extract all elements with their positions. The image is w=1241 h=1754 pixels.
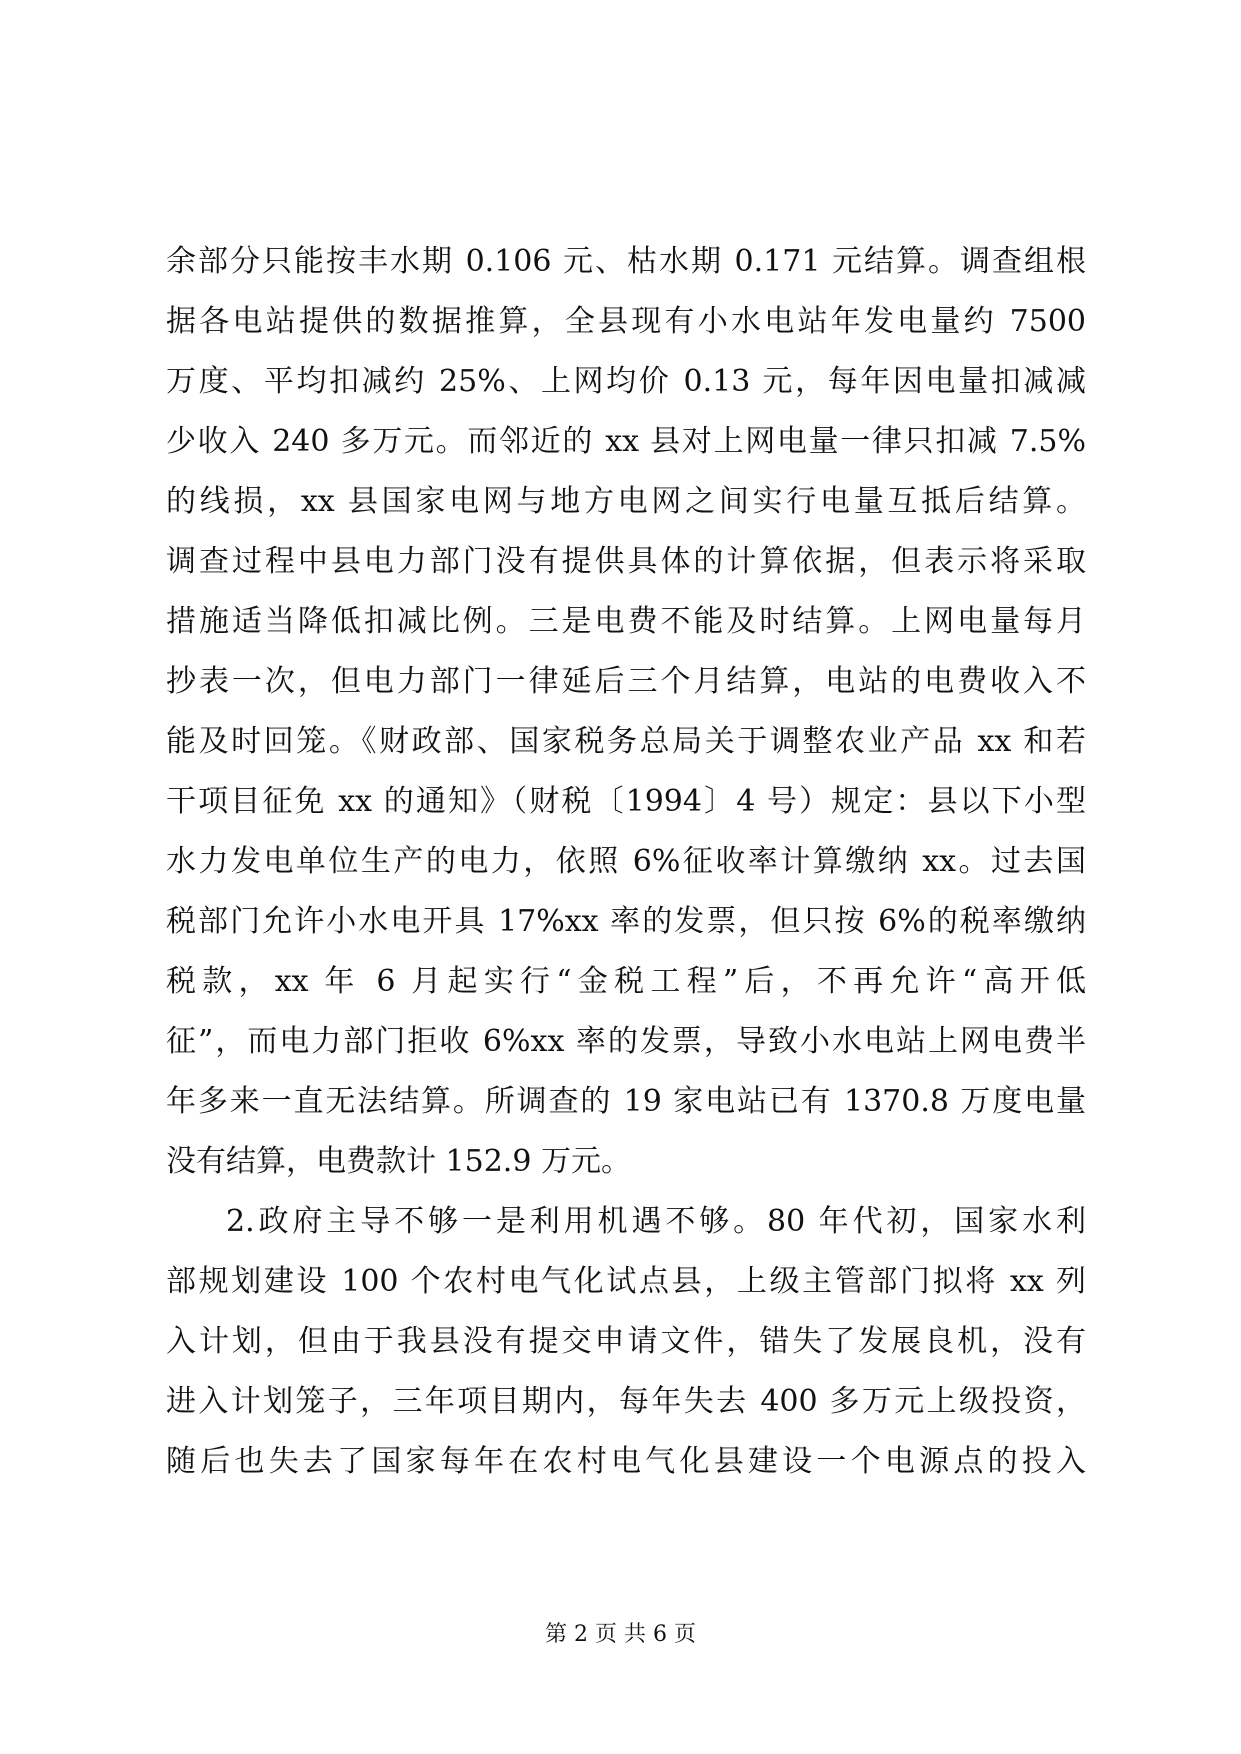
text-line: 的线损，xx 县国家电网与地方电网之间实行电量互抵后结算。: [166, 484, 1086, 519]
text-line: 入计划，但由于我县没有提交申请文件，错失了发展良机，没有: [166, 1324, 1086, 1359]
text-line: 少收入 240 多万元。而邻近的 xx 县对上网电量一律只扣减 7.5%: [166, 424, 1086, 459]
text-line: 年多来一直无法结算。所调查的 19 家电站已有 1370.8 万度电量: [166, 1084, 1086, 1119]
text-line: 据各电站提供的数据推算，全县现有小水电站年发电量约 7500: [166, 304, 1086, 339]
text-line: 税款，xx 年 6 月起实行“金税工程”后，不再允许“高开低: [166, 964, 1086, 999]
page-number-footer: 第 2 页 共 6 页: [545, 1622, 696, 1647]
text-line: 随后也失去了国家每年在农村电气化县建设一个电源点的投入: [166, 1444, 1086, 1479]
text-line: 措施适当降低扣减比例。三是电费不能及时结算。上网电量每月: [166, 604, 1086, 639]
text-line: 抄表一次，但电力部门一律延后三个月结算，电站的电费收入不: [166, 664, 1086, 699]
text-line: 税部门允许小水电开具 17%xx 率的发票，但只按 6%的税率缴纳: [166, 904, 1086, 939]
text-line: 水力发电单位生产的电力，依照 6%征收率计算缴纳 xx。过去国: [166, 844, 1086, 879]
text-line: 干项目征免 xx 的通知》（财税〔1994〕4 号）规定：县以下小型: [166, 784, 1086, 819]
text-line: 2.政府主导不够一是利用机遇不够。80 年代初，国家水利: [226, 1204, 1086, 1239]
text-line: 征”，而电力部门拒收 6%xx 率的发票，导致小水电站上网电费半: [166, 1024, 1086, 1059]
text-line: 没有结算，电费款计 152.9 万元。: [166, 1144, 631, 1179]
text-line: 进入计划笼子，三年项目期内，每年失去 400 多万元上级投资，: [166, 1384, 1086, 1419]
text-line: 能及时回笼。《财政部、国家税务总局关于调整农业产品 xx 和若: [166, 724, 1086, 759]
text-line: 调查过程中县电力部门没有提供具体的计算依据，但表示将采取: [166, 544, 1086, 579]
text-line: 万度、平均扣减约 25%、上网均价 0.13 元，每年因电量扣减减: [166, 364, 1086, 399]
text-line: 部规划建设 100 个农村电气化试点县，上级主管部门拟将 xx 列: [166, 1264, 1086, 1299]
text-line: 余部分只能按丰水期 0.106 元、枯水期 0.171 元结算。调查组根: [166, 244, 1086, 279]
